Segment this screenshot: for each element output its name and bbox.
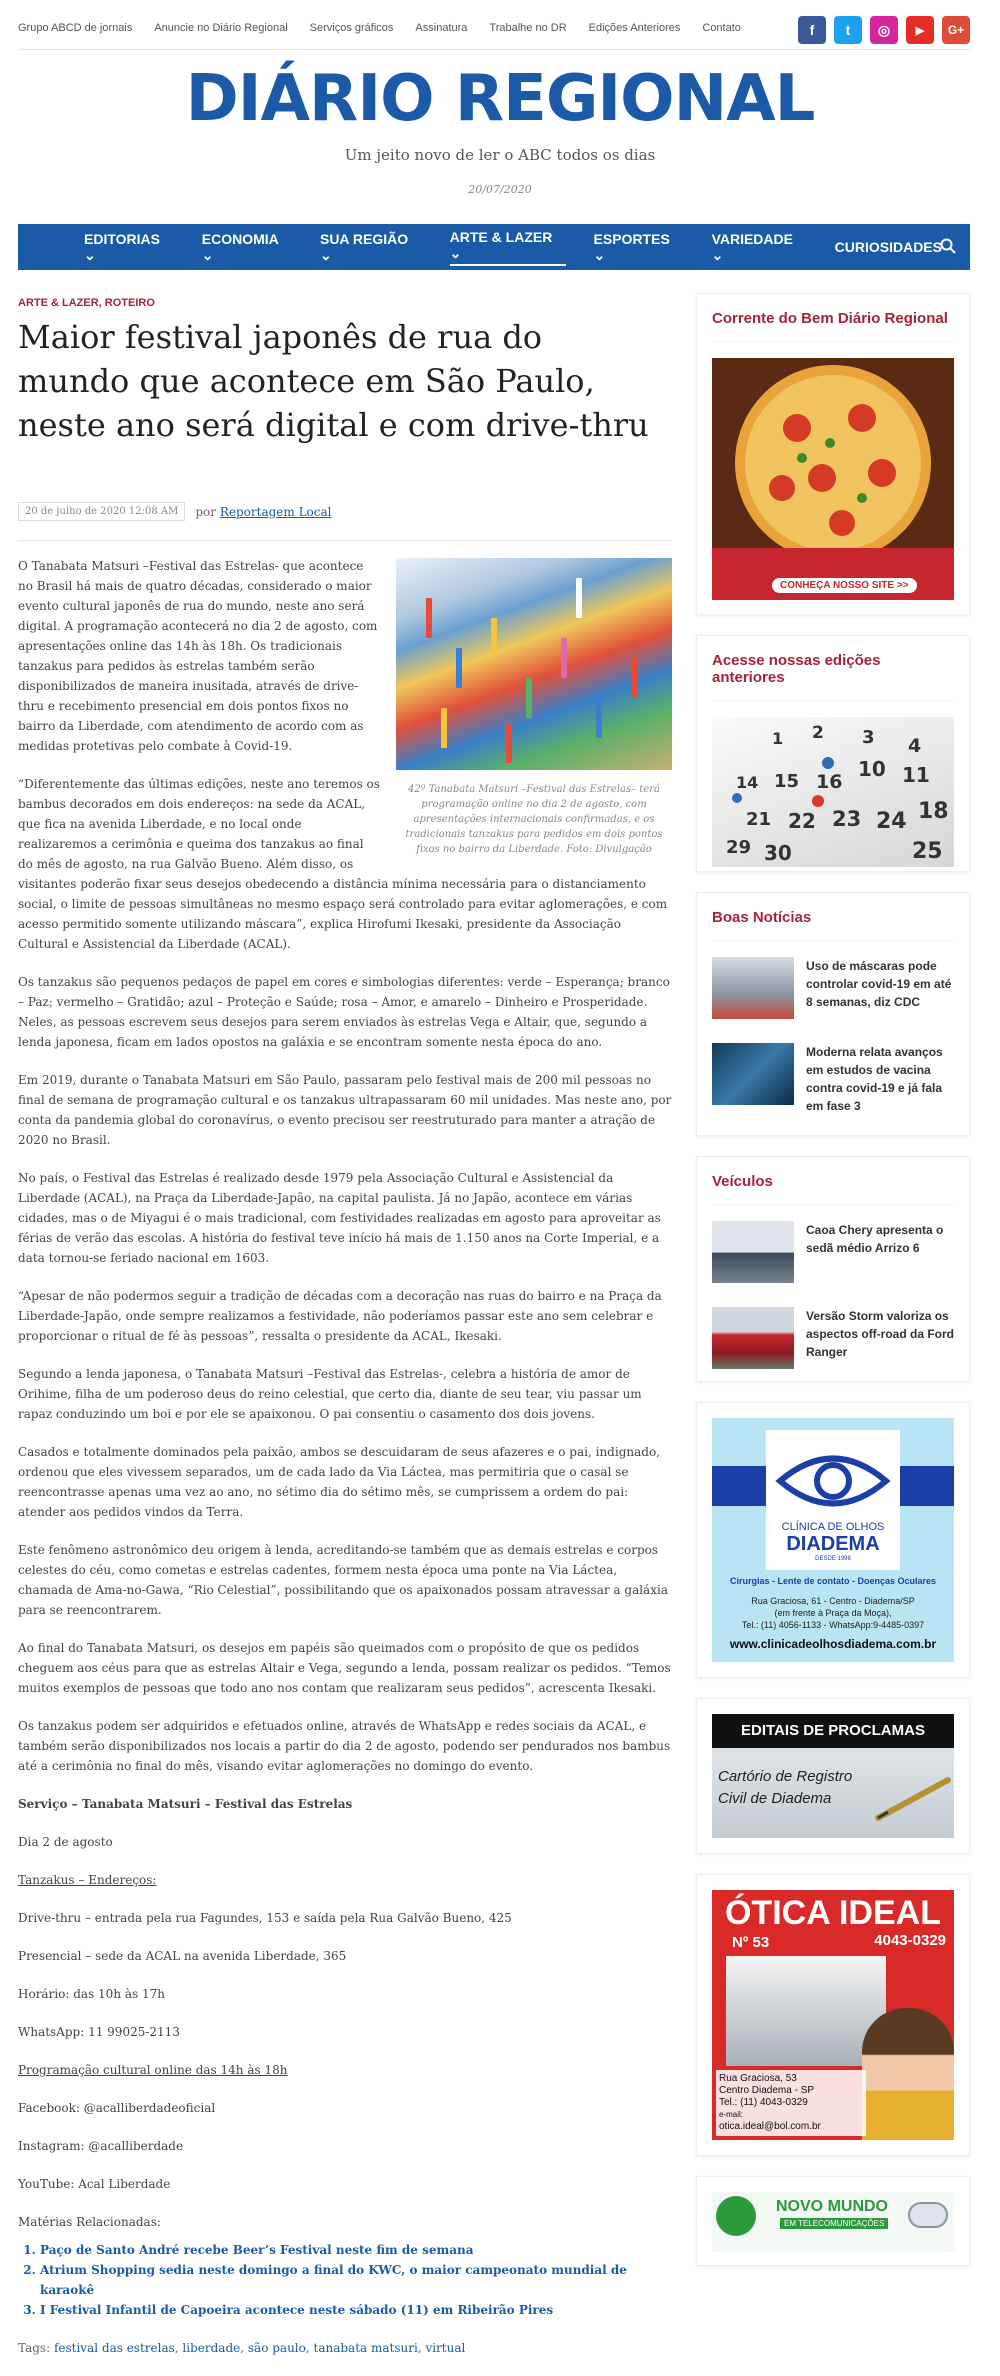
calendar-number: 3 [862,727,875,748]
publish-date: 20 de julho de 2020 12:08 AM [18,502,185,521]
sidebar [696,293,970,2286]
nav-curiosidades[interactable]: CURIOSIDADES [834,239,942,255]
pin-icon [732,793,742,803]
calendar-number: 14 [736,773,759,792]
calendar-image[interactable] [712,717,954,867]
otica-banner[interactable] [712,1890,954,2140]
novo-mundo-name: NOVO MUNDO [776,2198,888,2215]
nav-arte-lazer[interactable]: ARTE & LAZER ⌄ [450,229,566,266]
widget-corrente-do-bem [696,293,970,615]
ad-novo-mundo[interactable] [696,2176,970,2266]
related-link[interactable]: I Festival Infantil de Capoeira acontece neste sábado (11) em Ribeirão Pires [40,2303,554,2317]
post-title[interactable]: Versão Storm valoriza os aspectos off-road da Ford Ranger [806,1309,955,1359]
article-category[interactable]: ARTE & LAZER, ROTEIRO [18,297,155,309]
edition-date: 20/07/2020 [468,183,532,196]
ad-editais-proclamas[interactable] [696,1698,970,1854]
service-title: Serviço – Tanabata Matsuri – Festival das Estrelas [18,1797,353,1811]
whatsapp: WhatsApp: 11 99025-2113 [18,2025,180,2039]
tag-link[interactable]: liberdade [182,2341,241,2355]
widget-title: Acesse nossas edições anteriores [712,652,954,701]
youtube-contact: YouTube: Acal Liberdade [18,2177,171,2191]
post-item[interactable] [712,1307,954,1369]
site-logo[interactable]: DIÁRIO REGIONAL [185,62,815,136]
google-plus-icon[interactable]: G+ [942,16,970,44]
otica-name: ÓTICA IDEAL [725,1894,941,1932]
related-list [40,2240,672,2320]
tag-link[interactable]: tanabata matsuri [313,2341,418,2355]
instagram-contact: Instagram: @acalliberdade [18,2139,184,2153]
calendar-number: 29 [726,837,752,858]
horario: Horário: das 10h às 17h [18,1987,165,2001]
paragraph: Os tanzakus podem ser adquiridos e efetuados online, através de WhatsApp e redes sociais da ACAL, e também serão disponibilizados nos locais a partir do dia 2 de agosto, podendo ser pendurados nos bambus até a cerimônia no final do mês, visando evitar aglomerações no domingo do evento. [18,1719,671,1773]
drive-thru-address: Drive-thru – entrada pela rua Fagundes, 153 e saída pela Rua Galvão Bueno, 425 [18,1911,512,1925]
related-link[interactable]: Paço de Santo André recebe Beer’s Festival neste fim de semana [40,2243,474,2257]
calendar-number: 30 [764,841,792,865]
related-heading: Matérias Relacionadas: [18,2215,161,2229]
calendar-number: 23 [832,807,862,831]
paragraph: “Apesar de não podermos seguir a tradição de décadas com a decoração nas ruas do bairro e na Praça da Liberdade-Japão, onde sempre realizamos a festividade, não poderíamos passar este ano sem celebrar e proporcionar o ritual de fé às pessoas”, ressalta o presidente da ACAL, Ikesaki. [18,1289,662,1343]
calendar-number: 16 [816,771,843,793]
top-nav-servicos[interactable]: Serviços gráficos [309,22,394,34]
tanzakus-heading: Tanzakus – Endereços: [18,1873,157,1887]
calendar-number: 25 [912,839,943,864]
top-nav-grupo[interactable]: Grupo ABCD de jornais [18,22,133,34]
widget-title: Veículos [712,1173,954,1205]
clinica-address-ref: (em frente à Praça da Moça), [774,1608,892,1618]
paragraph: Os tanzakus são pequenos pedaços de papel em cores e simbologias diferentes: verde – Esperança; branco – Paz; vermelho – Gratidão; azul – Proteção e Saúde; rosa – Amor, e amarelo – Dinheiro e Prosperidade. Neles, as pessoas escrevem seus desejos para serem enviados às estrelas Vega e Altair, que, segundo a lenda japonesa, ficam em lados opostos na galáxia e se encontram somente nesta época do ano. [18,975,670,1049]
widget-edicoes-anteriores [696,635,970,872]
widget-title: Boas Notícias [712,909,954,941]
tags-label: Tags: [18,2341,51,2355]
top-nav-edicoes[interactable]: Edições Anteriores [588,22,681,34]
calendar-number: 1 [772,729,784,748]
facebook-icon[interactable]: f [798,16,826,44]
article-title: Maior festival japonês de rua do mundo que acontece em São Paulo, neste ano será digital e com drive-thru [18,318,649,444]
tag-link[interactable]: são paulo [247,2341,306,2355]
by-label: por [195,504,217,519]
related-item [40,2300,672,2320]
main-nav [18,224,970,270]
divider [18,540,672,541]
post-title[interactable]: Uso de máscaras pode controlar covid-19 em até 8 semanas, diz CDC [806,959,952,1009]
editais-line2: Civil de Diadema [718,1790,832,1807]
calendar-number: 18 [918,799,949,824]
otica-city: Centro Diadema - SP [719,2085,815,2096]
clinica-banner[interactable] [712,1418,954,1662]
post-thumbnail[interactable] [712,1307,794,1369]
nav-editorias[interactable]: EDITORIAS ⌄ [84,230,160,263]
clinica-line1: CLÍNICA DE OLHOS [781,1521,885,1533]
article-body [18,556,672,2376]
nav-variedade[interactable]: VARIEDADE ⌄ [711,230,793,263]
related-link[interactable]: Atrium Shopping sedia neste domingo a final do KWC, o maior campeonato mundial de karaokê [40,2263,627,2297]
post-title[interactable]: Caoa Chery apresenta o sedã médio Arrizo 6 [806,1223,944,1255]
calendar-number: 2 [812,723,824,743]
calendar-number: 4 [908,735,922,757]
nav-esportes[interactable]: ESPORTES ⌄ [593,230,670,263]
tag-link[interactable]: festival das estrelas [53,2341,175,2355]
post-item[interactable] [712,957,954,1019]
corrente-cta[interactable]: CONHEÇA NOSSO SITE >> [772,578,917,593]
twitter-icon[interactable]: t [834,16,862,44]
calendar-number: 22 [788,809,816,833]
top-nav-trabalhe[interactable]: Trabalhe no DR [489,22,567,34]
ad-otica-ideal[interactable] [696,1874,970,2156]
presencial-address: Presencial – sede da ACAL na avenida Liberdade, 365 [18,1949,347,1963]
nav-sua-regiao[interactable]: SUA REGIÃO ⌄ [319,230,409,263]
clinica-phone: Tel.: (11) 4056-1133 - WhatsApp:9-4485-0397 [741,1620,925,1630]
pin-icon [822,757,834,769]
post-thumbnail[interactable] [712,1221,794,1283]
clinica-address: Rua Graciosa, 61 - Centro - Diadema/SP [751,1596,915,1606]
calendar-number: 15 [774,771,800,792]
pen-icon [872,1774,952,1824]
globe-icon [716,2196,756,2236]
instagram-icon[interactable]: ◎ [870,16,898,44]
paragraph: No país, o Festival das Estrelas é realizado desde 1979 pela Associação Cultural e Assistencial da Liberdade (ACAL), na Praça da Liberdade-Japão, na capital paulista. Já no Japão, acontece em várias cidades, mas o de Miyagui é o mais tradicional, com festividades realizadas em agosto para aproveitar as férias de verão das escolas. A história do festival teve início há mais de 1.150 anos na Corte Imperial, e a data tornou-se feriado nacional em 1603. [18,1171,661,1265]
nav-economia[interactable]: ECONOMIA ⌄ [201,230,279,263]
editais-line1: Cartório de Registro [718,1768,853,1785]
post-item[interactable] [712,1221,954,1283]
novo-mundo-sub: EM TELECOMUNICAÇÕES [780,2218,888,2229]
paragraph: “Diferentemente das últimas edições, neste ano teremos os bambus decorados em dois endereços: na sede da ACAL, que fica na avenida Liberdade, e no local onde realizaremos a cerimônia e queima dos tanzakus ao final do mês de agosto, na rua Galvão Bueno. Além disso, os visitantes poderão fixar seus desejos obedecendo a distância mínima necessária para o distanciamento social, o limite de pessoas simultâneas no mesmo espaço será controlado para evitar aglomerações, e com acesso permitido somente utilizando máscara”, explica Hirofumi Ikesaki, presidente da Associação Cultural e Assistencial da Liberdade (ACAL). [18,777,668,951]
calendar-number: 10 [858,757,886,781]
paragraph: Ao final do Tanabata Matsuri, os desejos em papéis são queimados com o propósito de que os pedidos cheguem aos céus para que as estrelas Altair e Vega, segundo a lenda, possam realizar os pedidos. “Temos muitos exemplos de pessoas que todo ano nos contam que realizaram seus pedidos”, acrescenta Ikesaki. [18,1641,671,1695]
related-item [40,2240,672,2260]
editais-banner[interactable] [712,1714,954,1838]
clinica-since: DESDE 1998 [815,1556,851,1562]
social-links [798,16,970,44]
woman-photo [862,2008,954,2140]
paragraph: Em 2019, durante o Tanabata Matsuri em São Paulo, passaram pelo festival mais de 200 mil pessoas no final de semana de programação cultural e os tanzakus ultrapassaram 60 mil unidades. Mas neste ano, por conta da pandemia global do coronavírus, o evento precisou ser reestruturado para manter a atração de 2020 no Brasil. [18,1073,672,1147]
otica-address: Rua Graciosa, 53 [719,2073,797,2084]
top-nav-contato[interactable]: Contato [702,22,741,34]
search-icon[interactable] [940,238,956,254]
article-figure [396,558,672,857]
novo-mundo-banner[interactable] [712,2192,954,2252]
paragraph: Este fenômeno astronômico deu origem à lenda, acreditando-se também que as demais estrelas e corpos celestes do céu, como cometas e estrelas cadentes, formem nesta época uma ponte na Via Láctea, chamada de Ama-no-Gawa, “Rio Celestial”, possibilitando que os apaixonados possam atravessar a galáxia para se reencontrarem. [18,1543,668,1617]
paragraph: O Tanabata Matsuri –Festival das Estrelas- que acontece no Brasil há mais de quatro décadas, considerado o maior evento cultural japonês de rua do mundo, neste ano será digital. A programação acontecerá no dia 2 de agosto, com apresentações online das 14h às 18h. Os tradicionais tanzakus para pedidos às estrelas também serão disponibilizados de maneira inusitada, através de drive-thru e recebimento presencial em dois pontos fixos no bairro da Liberdade, com atendimento de acordo com as medidas protetivas pelo combate à Covid-19. [18,559,378,753]
tags: Tags: festival das estrelas, liberdade, são paulo, tanabata matsuri, virtual [18,2341,466,2355]
related-item [40,2260,672,2300]
top-nav [18,22,763,34]
article-meta [18,502,332,521]
service-date: Dia 2 de agosto [18,1835,113,1849]
paragraph: Casados e totalmente dominados pela paixão, ambos se descuidaram de seus afazeres e o pai, indignado, ordenou que eles vivessem separados, um de cada lado da Via Láctea, mas permitiria que o casal se reencontrasse apenas uma vez ao ano, no sétimo dia do sétimo mês, se cumprissem a ordem do pai: atender aos pedidos vindos da Terra. [18,1445,660,1519]
clinica-website[interactable]: www.clinicadeolhosdiadema.com.br [729,1637,937,1651]
post-thumbnail[interactable] [712,1043,794,1105]
top-bar [18,10,970,50]
tag-link[interactable]: virtual [425,2341,466,2355]
camera-icon [908,2202,948,2228]
site-tagline: Um jeito novo de ler o ABC todos os dias [344,146,656,164]
youtube-icon[interactable]: ▶ [906,16,934,44]
ad-clinica-olhos[interactable] [696,1402,970,1678]
top-nav-assinatura[interactable]: Assinatura [415,22,468,34]
eye-icon [776,1446,890,1516]
clinica-name: DIADEMA [786,1533,880,1555]
otica-phone: Tel.: (11) 4043-0329 [719,2097,808,2108]
calendar-number: 24 [876,809,907,834]
pizza-icon [712,358,954,600]
programacao-online: Programação cultural online das 14h às 18h [18,2063,288,2077]
otica-phone-banner: 4043-0329 [874,1932,946,1949]
tanabata-photo[interactable] [396,558,672,770]
pizza-banner[interactable] [712,358,954,600]
widget-title: Corrente do Bem Diário Regional [712,310,954,342]
clinica-services: Cirurgias - Lente de contato - Doenças Oculares [729,1576,937,1586]
post-item[interactable] [712,1043,954,1115]
pin-icon [812,795,824,807]
otica-email[interactable]: otica.ideal@bol.com.br [719,2121,821,2132]
widget-veiculos [696,1156,970,1382]
top-nav-anuncie[interactable]: Anuncie no Diário Regional [154,22,288,34]
post-thumbnail[interactable] [712,957,794,1019]
calendar-number: 21 [746,809,772,830]
otica-email-label: e-mail: [719,2110,744,2119]
paragraph: Segundo a lenda japonesa, o Tanabata Matsuri –Festival das Estrelas-, celebra a história de amor de Orihime, filha de um poderoso deus do reino celestial, que certo dia, diante de seu tear, viu passar um rapaz conduzindo um boi e por ele se apaixonou. O pai consentiu o casamento dos dois jovens. [18,1367,642,1421]
editais-title: EDITAIS DE PROCLAMAS [712,1714,954,1748]
post-title[interactable]: Moderna relata avanços em estudos de vacina contra covid-19 e já fala em fase 3 [806,1045,943,1113]
facebook-contact: Facebook: @acalliberdadeoficial [18,2101,216,2115]
otica-info [716,2070,866,2136]
widget-boas-noticias [696,892,970,1136]
calendar-number: 11 [902,763,930,787]
figure-caption: 42º Tanabata Matsuri –Festival das Estrelas– terá programação online no dia 2 de agosto, com apresentações internacionais confirmadas, e os tradicionais tanzakus para pedidos em dois pontos fixos no bairro da Liberdade. Foto: Divulgação [405,784,663,855]
otica-number: Nº 53 [732,1934,770,1951]
author-link[interactable]: Reportagem Local [219,504,332,519]
